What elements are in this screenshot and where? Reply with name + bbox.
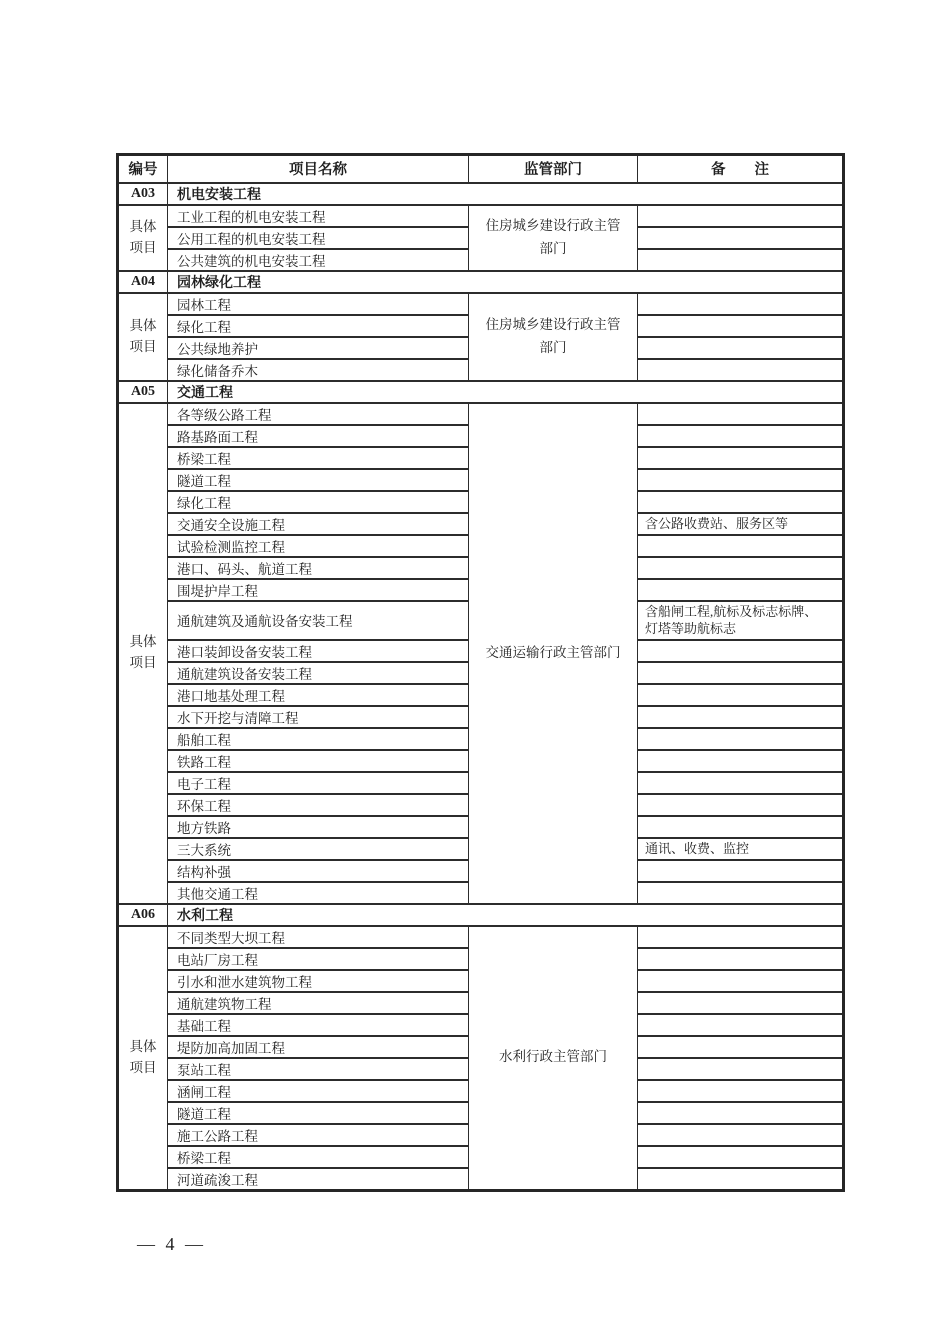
header-row (118, 155, 844, 183)
remark-cell (638, 1124, 844, 1146)
header-project-name: 项目名称 (168, 155, 469, 183)
group-label (118, 926, 168, 1191)
project-name-cell: 环保工程 (168, 794, 469, 816)
remark-cell (638, 1080, 844, 1102)
remark-cell (638, 447, 844, 469)
project-name-cell: 引水和泄水建筑物工程 (168, 970, 469, 992)
project-name-cell: 铁路工程 (168, 750, 469, 772)
section-header-row (118, 381, 844, 403)
project-name-cell: 工业工程的机电安装工程 (168, 205, 469, 227)
section-title: 机电安装工程 (168, 183, 844, 205)
project-name-cell: 绿化工程 (168, 315, 469, 337)
regulator-cell: 交通运输行政主管部门 (469, 403, 638, 904)
project-name-cell: 不同类型大坝工程 (168, 926, 469, 948)
remark-cell: 含公路收费站、服务区等 (638, 513, 844, 535)
remark-cell (638, 816, 844, 838)
project-name-cell: 电站厂房工程 (168, 948, 469, 970)
section-code: A03 (118, 183, 168, 205)
section-code: A06 (118, 904, 168, 926)
project-table (116, 153, 845, 1192)
table-header (118, 155, 844, 183)
project-name-cell: 桥梁工程 (168, 447, 469, 469)
group-label (118, 205, 168, 271)
remark-cell (638, 491, 844, 513)
project-name-cell: 通航建筑设备安装工程 (168, 662, 469, 684)
section-header-row (118, 904, 844, 926)
section-title: 园林绿化工程 (168, 271, 844, 293)
section-title: 水利工程 (168, 904, 844, 926)
project-name-cell: 公共建筑的机电安装工程 (168, 249, 469, 271)
project-name-cell: 通航建筑物工程 (168, 992, 469, 1014)
section-header-row (118, 183, 844, 205)
regulator-cell: 住房城乡建设行政主管部门 (469, 293, 638, 381)
page-number: — 4 — (137, 1234, 206, 1254)
project-name-cell: 港口地基处理工程 (168, 684, 469, 706)
project-name-cell: 桥梁工程 (168, 1146, 469, 1168)
group-label-text: 具体项目 (129, 1038, 157, 1075)
remark-cell (638, 425, 844, 447)
table-row (118, 293, 844, 315)
remark-cell (638, 772, 844, 794)
project-name-cell: 各等级公路工程 (168, 403, 469, 425)
remark-cell (638, 684, 844, 706)
remark-cell (638, 535, 844, 557)
remark-cell (638, 948, 844, 970)
project-name-cell: 隧道工程 (168, 1102, 469, 1124)
group-label (118, 293, 168, 381)
remark-cell (638, 728, 844, 750)
remark-cell: 通讯、收费、监控 (638, 838, 844, 860)
project-name-cell: 绿化储备乔木 (168, 359, 469, 381)
header-remark: 备 注 (638, 155, 844, 183)
remark-cell (638, 557, 844, 579)
project-name-cell: 隧道工程 (168, 469, 469, 491)
group-label-text: 具体项目 (129, 218, 157, 255)
project-name-cell: 施工公路工程 (168, 1124, 469, 1146)
remark-cell (638, 1102, 844, 1124)
project-name-cell: 公共绿地养护 (168, 337, 469, 359)
project-name-cell: 涵闸工程 (168, 1080, 469, 1102)
section-title: 交通工程 (168, 381, 844, 403)
project-name-cell: 围堤护岸工程 (168, 579, 469, 601)
project-name-cell: 基础工程 (168, 1014, 469, 1036)
remark-cell (638, 750, 844, 772)
remark-cell (638, 249, 844, 271)
project-name-cell: 其他交通工程 (168, 882, 469, 904)
project-name-cell: 港口、码头、航道工程 (168, 557, 469, 579)
project-name-cell: 泵站工程 (168, 1058, 469, 1080)
group-label-text: 具体项目 (129, 317, 157, 354)
remark-cell (638, 860, 844, 882)
remark-cell (638, 205, 844, 227)
project-name-cell: 结构补强 (168, 860, 469, 882)
group-label (118, 403, 168, 904)
remark-cell (638, 1168, 844, 1191)
remark-cell (638, 227, 844, 249)
project-name-cell: 电子工程 (168, 772, 469, 794)
regulator-cell: 住房城乡建设行政主管部门 (469, 205, 638, 271)
project-name-cell: 绿化工程 (168, 491, 469, 513)
table-row (118, 926, 844, 948)
remark-cell (638, 315, 844, 337)
remark-cell (638, 469, 844, 491)
remark-cell (638, 579, 844, 601)
table-row (118, 403, 844, 425)
remark-cell (638, 1058, 844, 1080)
project-name-cell: 路基路面工程 (168, 425, 469, 447)
remark-cell (638, 882, 844, 904)
header-regulator: 监管部门 (469, 155, 638, 183)
remark-cell (638, 359, 844, 381)
remark-cell (638, 337, 844, 359)
section-code: A05 (118, 381, 168, 403)
remark-cell (638, 662, 844, 684)
remark-cell (638, 293, 844, 315)
remark-cell (638, 1014, 844, 1036)
project-name-cell: 船舶工程 (168, 728, 469, 750)
remark-cell (638, 1146, 844, 1168)
project-name-cell: 堤防加高加固工程 (168, 1036, 469, 1058)
regulator-cell: 水利行政主管部门 (469, 926, 638, 1191)
section-code: A04 (118, 271, 168, 293)
project-name-cell: 通航建筑及通航设备安装工程 (168, 601, 469, 640)
remark-cell (638, 794, 844, 816)
project-name-cell: 河道疏浚工程 (168, 1168, 469, 1191)
remark-cell (638, 403, 844, 425)
remark-cell (638, 926, 844, 948)
remark-cell (638, 706, 844, 728)
project-name-cell: 园林工程 (168, 293, 469, 315)
project-name-cell: 试验检测监控工程 (168, 535, 469, 557)
header-code: 编号 (118, 155, 168, 183)
remark-cell (638, 970, 844, 992)
section-header-row (118, 271, 844, 293)
project-name-cell: 公用工程的机电安装工程 (168, 227, 469, 249)
table-body (118, 183, 844, 1191)
project-name-cell: 三大系统 (168, 838, 469, 860)
project-name-cell: 交通安全设施工程 (168, 513, 469, 535)
project-name-cell: 港口装卸设备安装工程 (168, 640, 469, 662)
remark-cell (638, 992, 844, 1014)
remark-cell (638, 640, 844, 662)
table-row (118, 205, 844, 227)
project-name-cell: 地方铁路 (168, 816, 469, 838)
project-name-cell: 水下开挖与清障工程 (168, 706, 469, 728)
remark-cell (638, 1036, 844, 1058)
group-label-text: 具体项目 (129, 634, 157, 671)
remark-cell: 含船闸工程,航标及标志标牌、灯塔等助航标志 (638, 601, 844, 640)
